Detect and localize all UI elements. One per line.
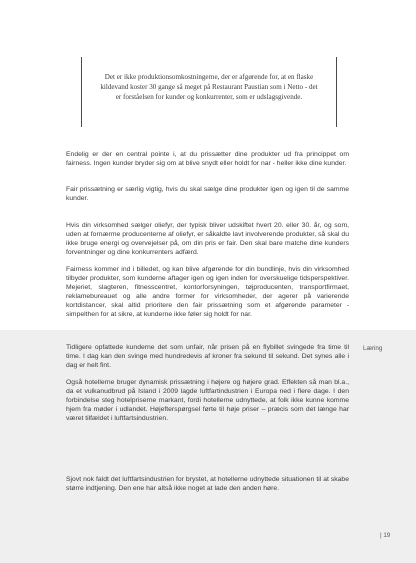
learning-paragraph-2: Også hotellerne bruger dynamisk prissætning i højere og højere grad. Effekten så man bl.a., da et vulkanudbrud på Island i 2009 lagde luftfartindustrien i Europa ned i flere dage. I den forbindelse steg hotelpriserne markant, fordi hotellerne udnyttede, at folk ikke kunne komme hjem fra møder i udlandet. Højefterspørgsel førte til høje priser – præcis som det længe har været tilfældet i luftfartsindustrien. <box>66 379 349 423</box>
page-number: | 19 <box>380 532 391 539</box>
learning-paragraph-1: Tidligere opfattede kunderne det som unfair, når prisen på en flybillet svingede fra time til time. I dag kan den svinge med hundredevis af kroner fra sekund til sekund. Det synes alle i dag er helt fint. <box>66 344 349 370</box>
learning-label: Læring <box>363 345 383 352</box>
body-paragraph-2: Fair prissætning er særlig vigtig, hvis du skal sælge dine produkter igen og igen til de samme kunder. <box>66 186 349 203</box>
body-paragraph-4: Fairness kommer ind i billedet, og kan blive afgørende for din bundlinje, hvis din virksomhed tilbyder produkter, som kunderne aftager igen og igen inden for overskuelige tidsperspektiver. Mejeriet, slagteren, fitnesscentret, kontorforsyningen, tøjproducenten, transportfirmaet, reklamebureauet og alle andre former for virksomheder, der agerer på varierende kortdistancer, skal altid prioritere den fair prissætning som et afgørende parameter - simpelthen for at sikre, at kunderne ikke føler sig holdt for nar. <box>66 266 349 319</box>
learning-paragraph-3: Sjovt nok faldt det luftfartsindustrien for brystet, at hotellerne udnyttede situationen til at skabe større indtjening. Den ene har altså ikke noget at lade den anden høre. <box>66 476 349 493</box>
body-paragraph-1: Endelig er der en central pointe i, at du prissætter dine produkter ud fra princippet om fairness. Ingen kunder bryder sig om at blive snydt eller holdt for nar - heller ikke dine kunder. <box>66 151 349 168</box>
pull-quote: Det er ikke produktionsomkostningerne, der er afgørende for, at en flaske kildevand koster 30 gange så meget på Restaurant Paustian som i Netto - det er forståelsen for kunder og konkurrenter, som er udslagsgivende. <box>100 73 318 102</box>
body-paragraph-3: Hvis din virksomhed sælger oliefyr, der typisk bliver udskiftet hvert 20. eller 30. år, og som, uden at fornærme producenterne af oliefyr, er såkaldte lavt involverende produkter, så skal du ikke bruge energi og overvejelser på, om din pris er fair. Den skal bare matche dine kunders forventninger og dine konkurrenters adfærd. <box>66 222 349 257</box>
